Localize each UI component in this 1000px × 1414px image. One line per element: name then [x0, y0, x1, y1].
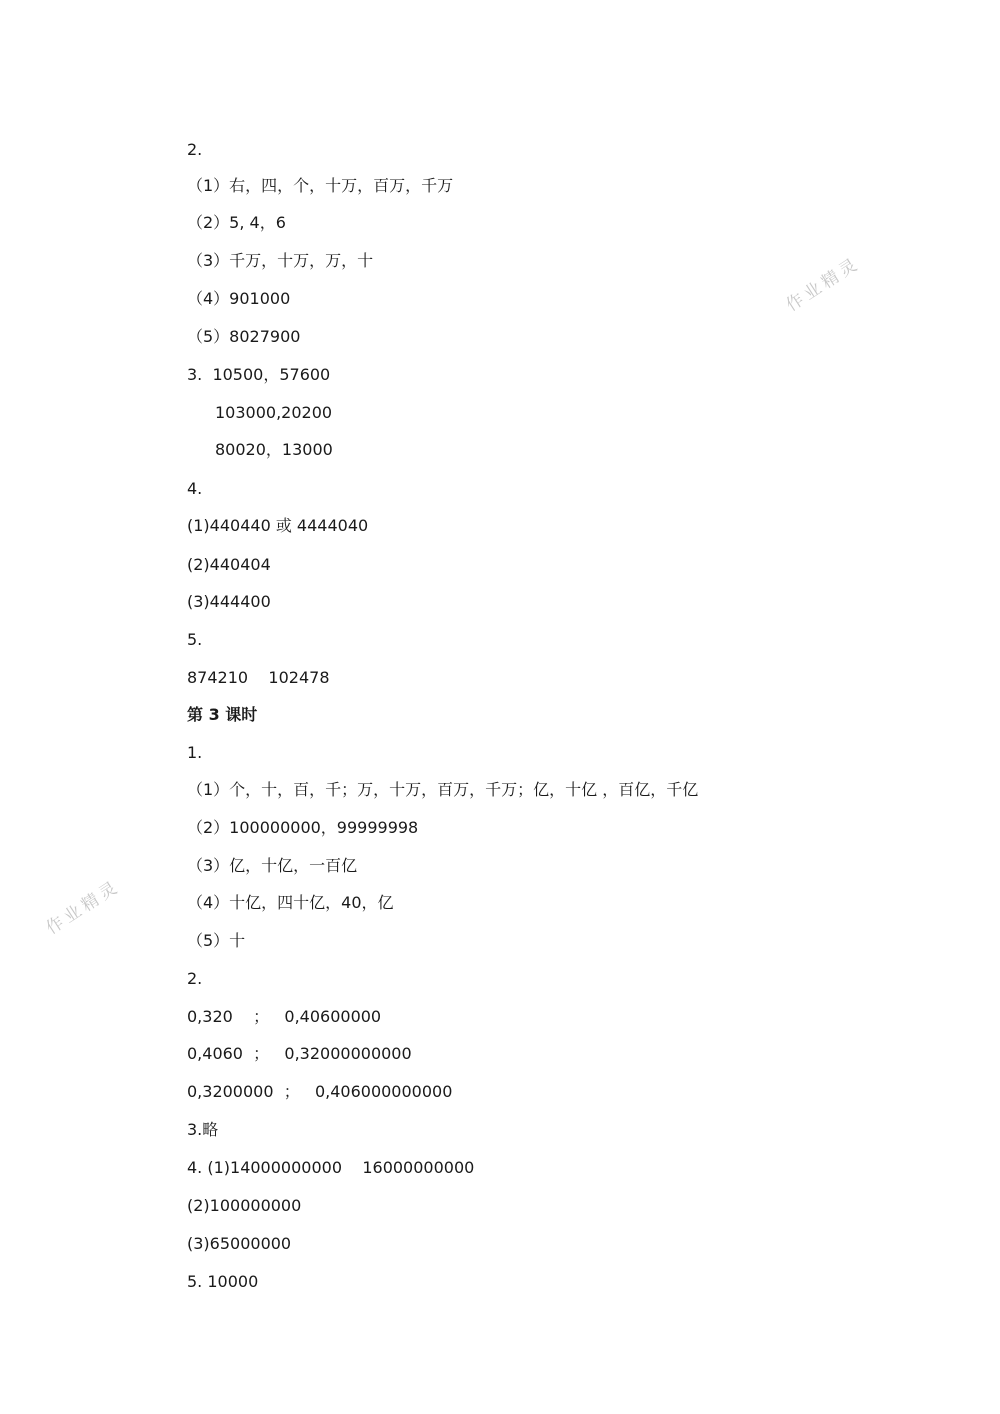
q2-answer-3: （3）千万，十万，万，十 [187, 251, 374, 270]
l3-q1-number: 1. [187, 743, 203, 762]
q2-answer-1: （1）右，四，个，十万，百万，千万 [187, 176, 454, 195]
watermark-top-right: 作业精灵 [782, 253, 865, 316]
l3-q1-answer-4: （4）十亿，四十亿，40，亿 [187, 893, 394, 912]
q3-answer-row-1: 3. 10500，57600 [187, 365, 331, 384]
l3-q2-answer-3: 0,3200000 ； 0,406000000000 [187, 1082, 453, 1101]
q4-number: 4. [187, 479, 203, 498]
l3-q4-answer-1: 4. (1)14000000000 16000000000 [187, 1158, 475, 1177]
l3-q2-number: 2. [187, 969, 203, 988]
q4-answer-1: (1)440440 或 4444040 [187, 516, 369, 535]
watermark-left: 作业精灵 [42, 876, 125, 939]
q2-answer-5: （5）8027900 [187, 327, 301, 346]
l3-q5-answer: 5. 10000 [187, 1272, 259, 1291]
section-heading-lesson-3: 第 3 课时 [187, 705, 258, 724]
q2-number: 2. [187, 140, 203, 159]
q5-answer: 874210 102478 [187, 668, 330, 687]
l3-q2-answer-1: 0,320 ； 0,40600000 [187, 1007, 382, 1026]
q5-number: 5. [187, 630, 203, 649]
q4-answer-3: (3)444400 [187, 592, 271, 611]
q3-answer-row-2: 103000,20200 [215, 403, 333, 422]
q2-answer-2: （2）5, 4，6 [187, 213, 286, 232]
q3-answer-row-3: 80020，13000 [215, 440, 333, 459]
l3-q3-answer: 3.略 [187, 1120, 219, 1139]
l3-q1-answer-1: （1）个，十，百，千；万，十万，百万，千万；亿，十亿 ，百亿，千亿 [187, 780, 699, 799]
q2-answer-4: （4）901000 [187, 289, 291, 308]
q4-answer-2: (2)440404 [187, 555, 271, 574]
l3-q4-answer-3: (3)65000000 [187, 1234, 292, 1253]
l3-q4-answer-2: (2)100000000 [187, 1196, 302, 1215]
l3-q1-answer-5: （5）十 [187, 931, 246, 950]
l3-q1-answer-2: （2）100000000，99999998 [187, 818, 419, 837]
l3-q1-answer-3: （3）亿，十亿，一百亿 [187, 856, 358, 875]
l3-q2-answer-2: 0,4060 ； 0,32000000000 [187, 1044, 412, 1063]
